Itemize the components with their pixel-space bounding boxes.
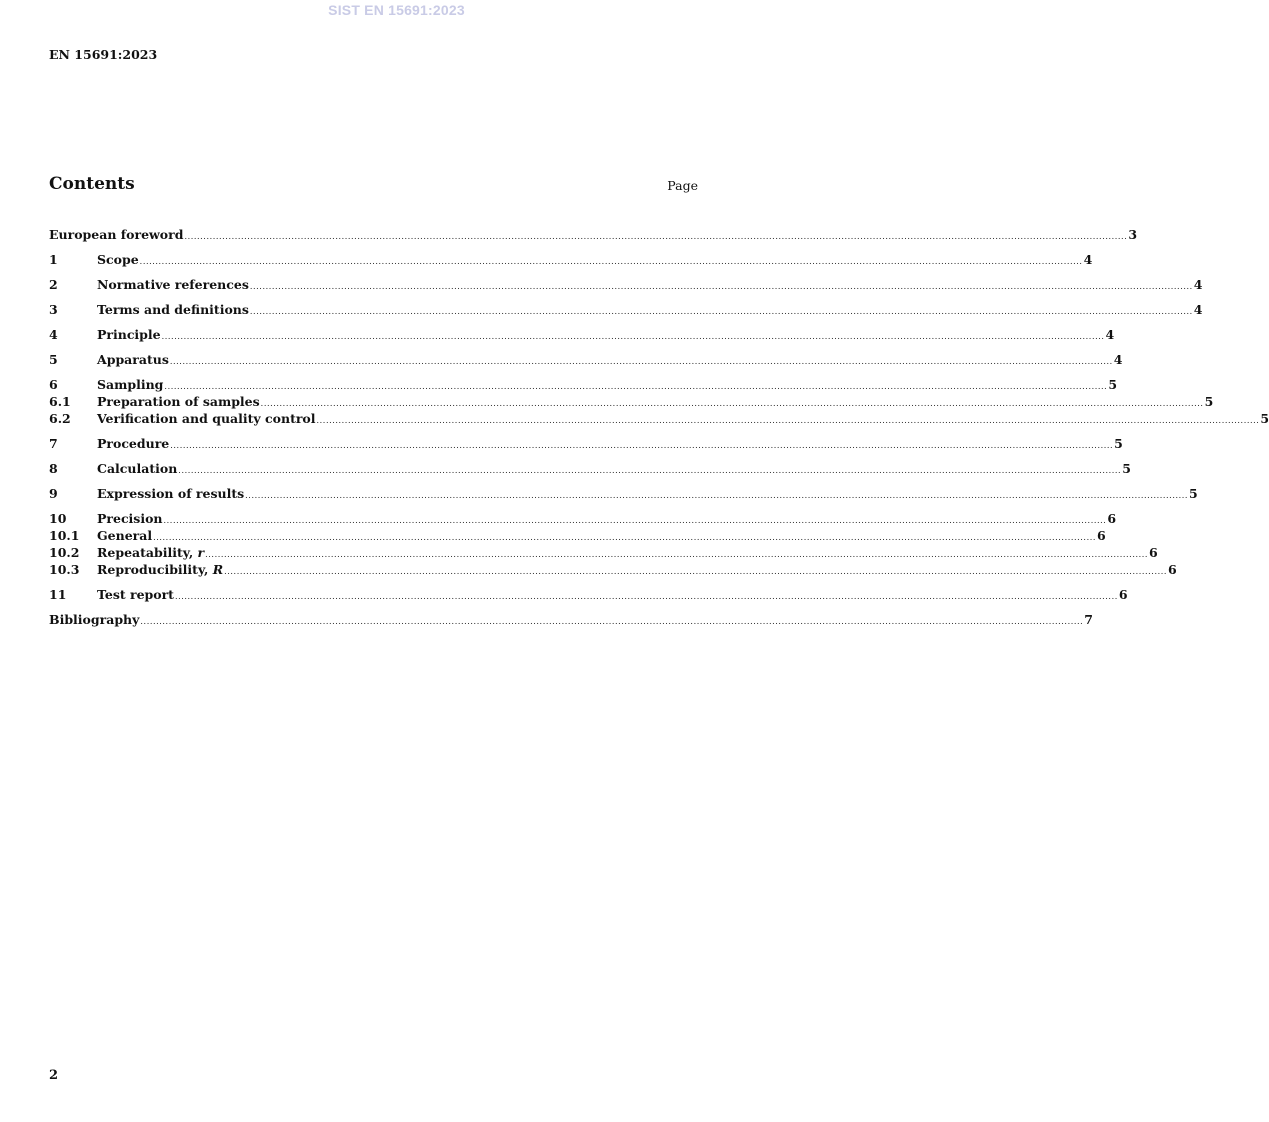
- toc-entry-page: 6: [1168, 562, 1177, 577]
- toc-entry-page: 6: [1107, 511, 1117, 526]
- toc-entry-number: 5: [49, 352, 58, 367]
- toc-entry-title: Preparation of samples: [97, 394, 260, 409]
- toc-entry-page: 6: [1149, 545, 1158, 560]
- toc-leader-dots: ............................................................................................................................................................................................................................................................................................................: [249, 307, 1193, 316]
- toc-entry-page: 6: [1118, 587, 1128, 602]
- toc-entry-title-text: Reproducibility,: [97, 562, 213, 577]
- toc-entry-4[interactable]: [49, 326, 1115, 343]
- toc-entry-number: 6.2: [49, 411, 71, 426]
- toc-entry-title: Expression of results: [97, 486, 245, 501]
- toc-leader-dots: ............................................................................................................................................................................................................................................................................................................: [140, 617, 1084, 626]
- toc-entry-title: Terms and definitions: [97, 302, 249, 317]
- toc-entry-page: 4: [1113, 352, 1123, 367]
- toc-entry-title: Test report: [97, 587, 174, 602]
- toc-entry-title-text: Repeatability,: [97, 545, 198, 560]
- toc-entry-title: Scope: [97, 252, 139, 267]
- toc-entry-number: 10.1: [49, 528, 80, 543]
- toc-entry-page: 5: [1260, 411, 1269, 426]
- table-of-contents: [49, 226, 1269, 628]
- toc-entry-10-3[interactable]: [49, 561, 1177, 578]
- toc-entry-number: 11: [49, 587, 67, 602]
- toc-entry-title: General: [97, 528, 153, 543]
- toc-entry-number: 2: [49, 277, 58, 292]
- toc-entry-6[interactable]: [49, 376, 1118, 393]
- toc-entry-number: 6.1: [49, 394, 71, 409]
- document-id: EN 15691:2023: [49, 47, 158, 62]
- toc-leader-dots: ............................................................................................................................................................................................................................................................................................................: [153, 533, 1096, 542]
- toc-entry-title: Normative references: [97, 277, 249, 292]
- toc-entry-page: 3: [1128, 227, 1138, 242]
- toc-leader-dots: ............................................................................................................................................................................................................................................................................................................: [139, 257, 1083, 266]
- toc-entry-bibliography[interactable]: [49, 611, 1093, 628]
- toc-leader-dots: ............................................................................................................................................................................................................................................................................................................: [169, 357, 1113, 366]
- toc-entry-page: 4: [1105, 327, 1115, 342]
- toc-entry-title: European foreword: [49, 227, 184, 242]
- toc-entry-number: 10.3: [49, 562, 80, 577]
- toc-entry-5[interactable]: [49, 351, 1123, 368]
- toc-entry-title: [97, 561, 223, 578]
- toc-entry-title: Principle: [97, 327, 161, 342]
- toc-entry-6-1[interactable]: [49, 393, 1214, 410]
- toc-leader-dots: ............................................................................................................................................................................................................................................................................................................: [260, 399, 1204, 408]
- toc-leader-dots: ............................................................................................................................................................................................................................................................................................................: [170, 441, 1114, 450]
- toc-entry-number: 9: [49, 486, 58, 501]
- toc-entry-foreword[interactable]: [49, 226, 1138, 243]
- toc-entry-title: Verification and quality control: [97, 411, 316, 426]
- toc-entry-number: 10: [49, 511, 67, 526]
- watermark: SIST EN 15691:2023: [328, 2, 465, 18]
- toc-entry-title: Precision: [97, 511, 163, 526]
- toc-entry-page: 5: [1108, 377, 1118, 392]
- toc-entry-page: 4: [1193, 302, 1203, 317]
- toc-entry-page: 5: [1122, 461, 1131, 476]
- toc-entry-title-symbol: r: [197, 545, 205, 560]
- toc-entry-2[interactable]: [49, 276, 1203, 293]
- toc-entry-1[interactable]: [49, 251, 1093, 268]
- toc-entry-page: 5: [1189, 486, 1198, 501]
- toc-entry-10[interactable]: [49, 510, 1117, 527]
- toc-entry-title: Procedure: [97, 436, 170, 451]
- toc-entry-title: Apparatus: [97, 352, 169, 367]
- toc-entry-title: Bibliography: [49, 612, 140, 627]
- toc-leader-dots: ............................................................................................................................................................................................................................................................................................................: [224, 567, 1168, 576]
- page-column-label: Page: [667, 178, 698, 193]
- toc-leader-dots: ............................................................................................................................................................................................................................................................................................................: [245, 491, 1189, 500]
- toc-entry-7[interactable]: [49, 435, 1123, 452]
- toc-entry-6-2[interactable]: [49, 410, 1269, 427]
- toc-leader-dots: ............................................................................................................................................................................................................................................................................................................: [316, 416, 1260, 425]
- toc-entry-title-symbol: R: [212, 562, 224, 577]
- toc-entry-8[interactable]: [49, 460, 1131, 477]
- toc-leader-dots: ............................................................................................................................................................................................................................................................................................................: [205, 550, 1149, 559]
- toc-entry-page: 5: [1204, 394, 1214, 409]
- toc-entry-10-2[interactable]: [49, 544, 1158, 561]
- contents-heading: Contents: [49, 174, 135, 194]
- toc-entry-number: 10.2: [49, 545, 80, 560]
- toc-entry-3[interactable]: [49, 301, 1203, 318]
- toc-entry-11[interactable]: [49, 586, 1128, 603]
- toc-leader-dots: ............................................................................................................................................................................................................................................................................................................: [163, 516, 1107, 525]
- toc-entry-page: 7: [1084, 612, 1093, 627]
- toc-entry-title: Calculation: [97, 461, 178, 476]
- toc-entry-page: 4: [1193, 277, 1203, 292]
- toc-leader-dots: ............................................................................................................................................................................................................................................................................................................: [164, 382, 1108, 391]
- toc-entry-number: 4: [49, 327, 58, 342]
- toc-leader-dots: ............................................................................................................................................................................................................................................................................................................: [184, 232, 1128, 241]
- toc-entry-9[interactable]: [49, 485, 1198, 502]
- toc-leader-dots: ............................................................................................................................................................................................................................................................................................................: [174, 592, 1118, 601]
- toc-entry-page: 4: [1083, 252, 1093, 267]
- toc-leader-dots: ............................................................................................................................................................................................................................................................................................................: [161, 332, 1105, 341]
- toc-entry-number: 3: [49, 302, 58, 317]
- toc-entry-title: [97, 544, 204, 561]
- toc-entry-number: 7: [49, 436, 58, 451]
- toc-entry-page: 5: [1114, 436, 1123, 451]
- toc-entry-number: 1: [49, 252, 58, 267]
- toc-leader-dots: ............................................................................................................................................................................................................................................................................................................: [249, 282, 1193, 291]
- toc-leader-dots: ............................................................................................................................................................................................................................................................................................................: [178, 466, 1122, 475]
- toc-entry-page: 6: [1097, 528, 1106, 543]
- toc-entry-10-1[interactable]: [49, 527, 1106, 544]
- page-number: 2: [49, 1068, 59, 1083]
- toc-entry-number: 6: [49, 377, 58, 392]
- toc-entry-number: 8: [49, 461, 58, 476]
- toc-entry-title: Sampling: [97, 377, 164, 392]
